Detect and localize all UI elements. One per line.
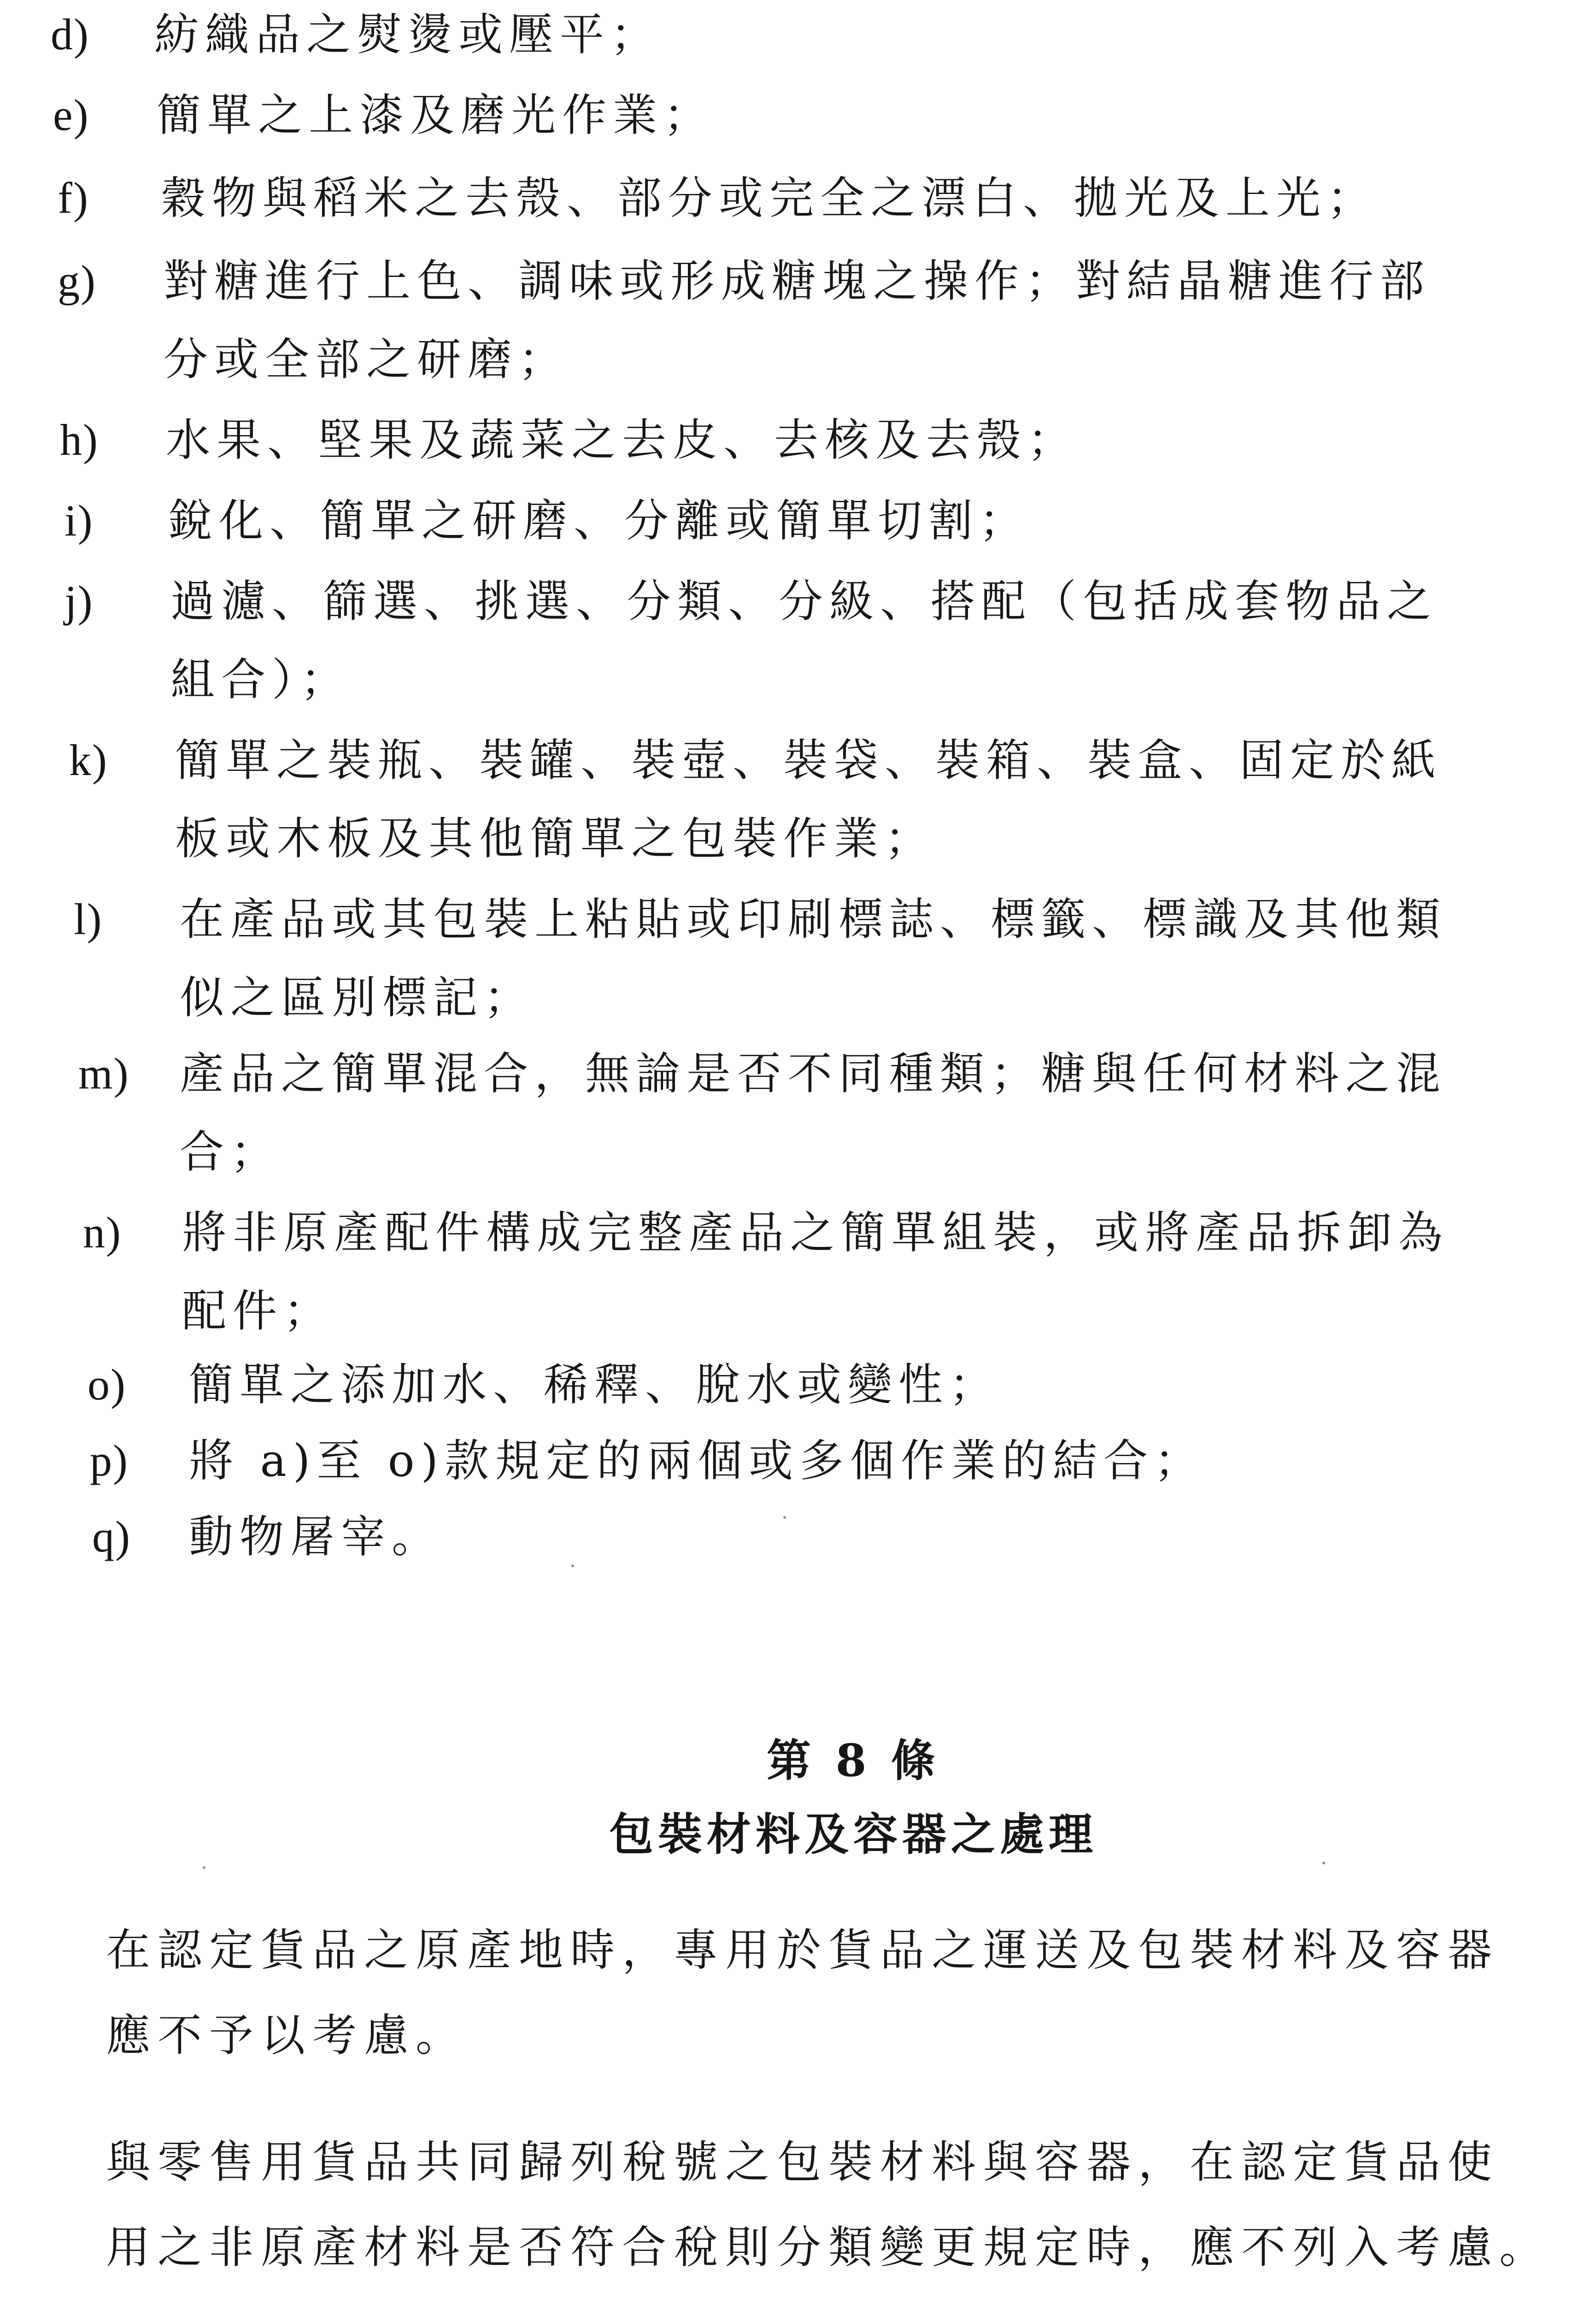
item-text [154, 0, 661, 74]
item-text-line: 簡單之上漆及磨光作業； [157, 89, 714, 141]
item-text [164, 242, 1431, 399]
item-text [166, 401, 1078, 479]
item-text [189, 1346, 1000, 1424]
item-text-line: 紡織品之熨燙或壓平； [154, 9, 661, 60]
item-text-line: 穀物與稻米之去殼、部分或完全之漂白、拋光及上光； [161, 172, 1378, 224]
item-text [180, 1034, 1447, 1191]
paragraph-line: 與零售用貨品共同歸列稅號之包裝材料與容器，在認定貨品使 [106, 2136, 1499, 2188]
item-text-line: 簡單之裝瓶、裝罐、裝壺、裝袋、裝箱、裝盒、固定於紙 [175, 735, 1442, 786]
item-text-line: 板或木板及其他簡單之包裝作業； [175, 813, 935, 864]
scan-speck [783, 1516, 786, 1519]
paragraph-line: 用之非原產材料是否符合稅則分類變更規定時，應不列入考慮。 [106, 2222, 1551, 2273]
scan-speck [571, 1564, 574, 1567]
item-text [189, 1498, 442, 1576]
item-label: f) [58, 173, 89, 223]
item-label: o) [88, 1360, 126, 1409]
paragraph-line: 在認定貨品之原產地時，專用於貨品之運送及包裝材料及容器 [106, 1924, 1499, 1976]
item-label: e) [53, 90, 89, 140]
item-text [180, 880, 1447, 1037]
item-label: g) [58, 256, 96, 306]
item-label: k) [69, 735, 108, 785]
scan-speck [203, 1866, 205, 1869]
article-number: 第 8 條 [767, 1734, 940, 1787]
item-label: n) [83, 1208, 122, 1257]
item-text-line: 對糖進行上色、調味或形成糖塊之操作；對結晶糖進行部 [164, 255, 1431, 307]
item-label: h) [60, 415, 99, 464]
item-text-line: 組合）； [170, 654, 351, 705]
item-text-line: 動物屠宰。 [189, 1511, 442, 1563]
item-text [157, 76, 714, 154]
item-text-line: 過濾、篩選、挑選、分類、分級、搭配（包括成套物品之 [170, 576, 1438, 627]
paragraph-line: 應不予以考慮。 [106, 2010, 467, 2061]
item-text-line: 將 a)至 o)款規定的兩個或多個作業的結合； [189, 1435, 1205, 1487]
item-text-line: 在產品或其包裝上粘貼或印刷標誌、標籤、標識及其他類 [180, 893, 1447, 945]
item-label: j) [65, 576, 94, 626]
item-text-line: 似之區別標記； [180, 972, 534, 1023]
item-text [175, 721, 1442, 878]
item-text-line: 配件； [182, 1285, 334, 1337]
paragraph-1 [106, 1908, 1499, 2078]
item-label: l) [74, 894, 103, 944]
scan-speck [1322, 1862, 1325, 1864]
item-text-line: 產品之簡單混合，無論是否不同種類；糖與任何材料之混 [180, 1048, 1447, 1099]
item-label: d) [51, 10, 89, 59]
item-text [161, 159, 1378, 237]
item-label: p) [90, 1436, 129, 1485]
item-text [182, 1193, 1449, 1350]
item-text-line: 分或全部之研磨； [164, 334, 569, 385]
item-label: q) [92, 1512, 131, 1561]
item-text [189, 1422, 1205, 1500]
item-text-line: 簡單之添加水、稀釋、脫水或變性； [189, 1359, 1000, 1411]
paragraph-2 [106, 2120, 1551, 2290]
article-title: 包裝材料及容器之處理 [609, 1808, 1097, 1860]
item-text-line: 水果、堅果及蔬菜之去皮、去核及去殼； [166, 414, 1078, 466]
item-text-line: 合； [180, 1126, 281, 1178]
item-label: i) [65, 496, 94, 545]
item-text [168, 482, 1030, 560]
item-text [170, 562, 1438, 719]
item-label: m) [78, 1049, 129, 1098]
item-text-line: 銳化、簡單之研磨、分離或簡單切割； [168, 495, 1030, 547]
item-text-line: 將非原產配件構成完整產品之簡單組裝，或將產品拆卸為 [182, 1207, 1449, 1258]
